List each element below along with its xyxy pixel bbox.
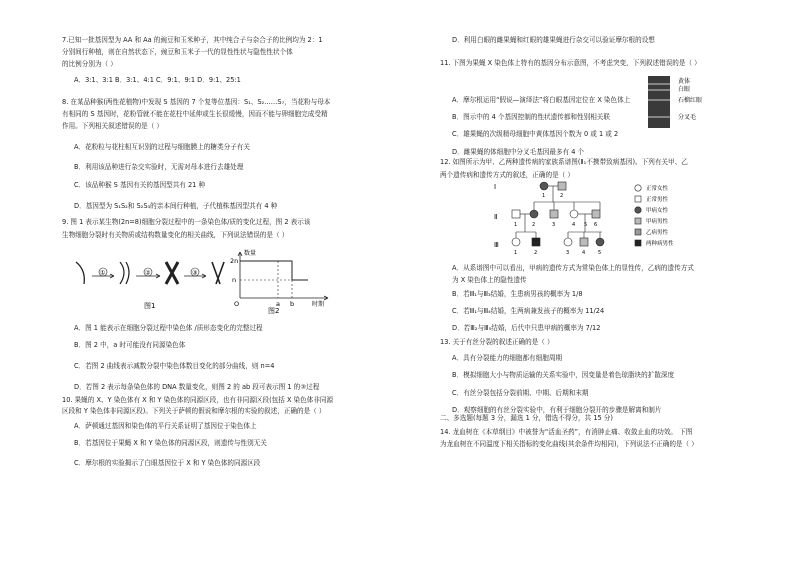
q9-figure2 — [228, 248, 338, 314]
svg-text:4: 4 — [572, 222, 576, 228]
q14-stem-line2: 为龙血树在不同温度下相关指标的变化曲线(其余条件均相同)，下列说法不正确的是（ ） — [440, 440, 698, 448]
fig2-xtick-a: a — [276, 300, 280, 308]
fig1-step3: ③ — [192, 269, 198, 277]
q12-option-c: C．若Ⅲ₁与Ⅲ₄结婚，生两病兼发孩子的概率为 11/24 — [452, 307, 605, 315]
q9-figure1 — [70, 250, 230, 312]
q9-option-b: B．图 2 中，a 时可能没有同源染色体 — [74, 341, 186, 349]
gene-label-garnet-eye: 石榴红眼 — [678, 97, 703, 104]
q11-stem: 11. 下图为果蝇 X 染色体上特有的基因分布示意图，不考虑突变，下列叙述错误的是（ ） — [440, 59, 701, 67]
q13-option-b: B．模拟细胞大小与物质运输的关系实验中，因变量是着色琼脂块的扩散深度 — [452, 371, 675, 379]
svg-text:1: 1 — [514, 222, 518, 228]
fig1-step1: ① — [100, 269, 106, 277]
fig1-step2: ② — [145, 269, 151, 277]
fig2-xtick-b: b — [290, 300, 295, 308]
svg-text:5: 5 — [598, 250, 602, 256]
generation-2: Ⅱ — [494, 213, 498, 221]
q11-option-d: D．雌果蝇的体细胞中分叉毛基因最多有 4 个 — [452, 148, 585, 156]
svg-text:1: 1 — [514, 250, 518, 256]
q9-option-d: D．若图 2 表示每条染色体的 DNA 数量变化，则图 2 的 ab 段可表示图 1 的③过程 — [74, 383, 320, 391]
svg-text:3: 3 — [566, 250, 570, 256]
legend-normal-male: 正常男性 — [646, 197, 669, 203]
legend-both-diseases-male: 两种病男性 — [646, 241, 674, 247]
generation-1: Ⅰ — [494, 183, 497, 191]
q9-stem-line1: 9. 图 1 表示某生物(2n=8)细胞分裂过程中的一条染色体/质的变化过程，图 2 表示该 — [62, 218, 311, 226]
q12-pedigree-chart — [490, 180, 730, 258]
q12-option-d: D．若Ⅲ₂与Ⅲ₅结婚，后代中只患甲病的概率为 7/12 — [452, 324, 601, 332]
q9-option-c: C．若图 2 曲线表示减数分裂中染色体数目变化的部分曲线，则 n=4 — [74, 362, 275, 370]
q8-option-d: D．基因型为 S₁S₂和 S₂S₃的亲本间行种植，子代植株基因型共有 4 种 — [74, 202, 278, 210]
svg-text:2: 2 — [534, 250, 538, 256]
q11-option-a: A．摩尔根运用“假说—演绎法”将白眼基因定位在 X 染色体上 — [452, 96, 631, 104]
fig2-caption: 图2 — [268, 307, 280, 314]
q8-stem-line3: 作用。下列相关叙述错误的是（ ） — [62, 122, 164, 130]
q13-stem: 13. 关于有丝分裂的叙述正确的是（ ） — [440, 338, 554, 346]
q10-option-b: B．若基因位于果蝇 X 和 Y 染色体的同源区段，则遗传与性别无关 — [74, 439, 267, 447]
q8-option-c: C．该品种猴 S 基因有关的基因型共有 21 种 — [74, 181, 206, 189]
q12-option-a-line1: A．从系谱图中可以看出，甲病的遗传方式为常染色体上的显性传，乙病的遗传方式 — [452, 264, 694, 272]
legend-disease-a-female: 甲病女性 — [646, 208, 669, 214]
gene-label-yellow-body: 黄体 — [678, 78, 691, 85]
q7-stem-line2: 分别间行种植，则在自然状态下，豌豆和玉米子一代的显性性状与隐性性状个体 — [62, 48, 293, 56]
legend-disease-b-male: 乙病男性 — [646, 230, 669, 236]
fig2-xtick-o: O — [234, 300, 240, 308]
q8-stem-line1: 8. 在某品种猴(两性花植物)中发现 S 基因的 7 个复等位基因：S₁、S₂……S₇，当花粉与母本 — [62, 98, 331, 106]
legend-disease-a-male: 甲病男性 — [646, 219, 669, 225]
q14-stem-line1: 14. 龙血树在《本草纲目》中被誉为“活血圣药”，有消肿止痛、收敛止血的功效。 下图 — [440, 428, 693, 436]
q11-x-chromosome-diagram — [646, 72, 716, 132]
q13-option-c: C．有丝分裂包括分裂前期、中期、后期和末期 — [452, 389, 589, 397]
q11-option-b: B．图示中的 4 个基因控制的性状遗传都和性别相关联 — [452, 113, 610, 121]
q12-option-b: B．若Ⅲ₁与Ⅲ₃结婚，生患病男孩的概率为 1/8 — [452, 290, 583, 298]
fig2-ylabel: 数量 — [244, 250, 257, 257]
svg-text:3: 3 — [552, 222, 556, 228]
gene-label-white-eye: 白眼 — [678, 86, 691, 93]
q7-stem-line3: 的比例分别为（ ） — [62, 60, 117, 68]
q10-stem-line2: 区段和 Y 染色体非同源区段)。下列关于萨顿的假说和摩尔根的实验的叙述，正确的是（ ） — [62, 407, 326, 415]
q13-option-a: A．具有分裂能力的细胞都有细胞周期 — [452, 354, 563, 362]
q13-option-d: D．观察细胞的有丝分裂实验中，有利于细胞分裂开的步骤是解离和制片 — [452, 406, 662, 414]
q12-stem-line1: 12. 如图所示为甲、乙两种遗传病的家族系谱图(Ⅱ₁不携带致病基因)。下列有关甲、乙 — [440, 158, 688, 166]
q9-option-a: A．图 1 能表示在细胞分裂过程中染色体 /质形态变化的完整过程 — [74, 324, 263, 332]
q11-option-c: C．雄果蝇的次级精母细胞中黄体基因个数为 0 或 1 或 2 — [452, 130, 619, 138]
svg-text:2: 2 — [560, 193, 564, 199]
svg-text:6: 6 — [594, 222, 598, 228]
svg-text:2: 2 — [532, 222, 536, 228]
q7-stem-line1: 7.已知一批基因型为 AA 和 Aa 的豌豆和玉米种子，其中纯合子与杂合子的比例均为 2：1 — [62, 36, 323, 44]
q10-stem-line1: 10. 果蝇的 X、Y 染色体有 X 和 Y 染色体的同源区段，也有非同源区段(包括 X 染色体非同源 — [62, 396, 334, 404]
fig2-ytick-2n: 2n — [230, 257, 239, 265]
q9-stem-line2: 生物细胞分裂时有关物质或结构数量变化的相关曲线，下列说法错误的是（ ） — [62, 231, 289, 239]
q8-option-b: B．利用该品种进行杂交实验时，无需对母本进行去雄处理 — [74, 163, 244, 171]
svg-text:4: 4 — [582, 250, 586, 256]
q12-option-a-line2: 为 X 染色体上的隐性遗传 — [452, 276, 527, 284]
fig1-caption: 图1 — [144, 302, 156, 310]
fig2-xlabel: 时期 — [312, 301, 325, 308]
generation-3: Ⅲ — [494, 241, 499, 249]
q10-option-a: A．萨顿通过基因和染色体的平行关系证明了基因位于染色体上 — [74, 422, 257, 430]
q10-option-c: C．摩尔根的实验揭示了白眼基因位于 X 和 Y 染色体的同源区段 — [74, 459, 261, 467]
q10-option-d: D．利用白眼的雌果蝇和红眼的雄果蝇进行杂交可以验证摩尔根的设想 — [452, 36, 655, 44]
svg-text:5: 5 — [584, 222, 588, 228]
fig2-ytick-n: n — [232, 276, 237, 284]
svg-text:1: 1 — [542, 193, 546, 199]
gene-label-forked-bristle: 分叉毛 — [678, 114, 697, 121]
q8-stem-line2: 有相同的 S 基因时，花粉管就不能在花柱中延伸或生长很缓慢，因而不能与卵细胞完成受精 — [62, 110, 328, 118]
q7-options: A．3:1、3:1 B．3:1、4:1 C．9:1、9:1 D．9:1、25:1 — [74, 76, 241, 84]
section-2-heading: 二、多选题(每题 3 分，漏选 1 分，错选不得分，共 15 分) — [440, 414, 613, 422]
q12-stem-line2: 两个遗传病和遗传方式的叙述，正确的是（ ） — [440, 171, 574, 179]
legend-normal-female: 正常女性 — [646, 186, 669, 192]
q8-option-a: A．花粉粒与花柱相互识别的过程与细胞膜上的糖类分子有关 — [74, 143, 250, 151]
